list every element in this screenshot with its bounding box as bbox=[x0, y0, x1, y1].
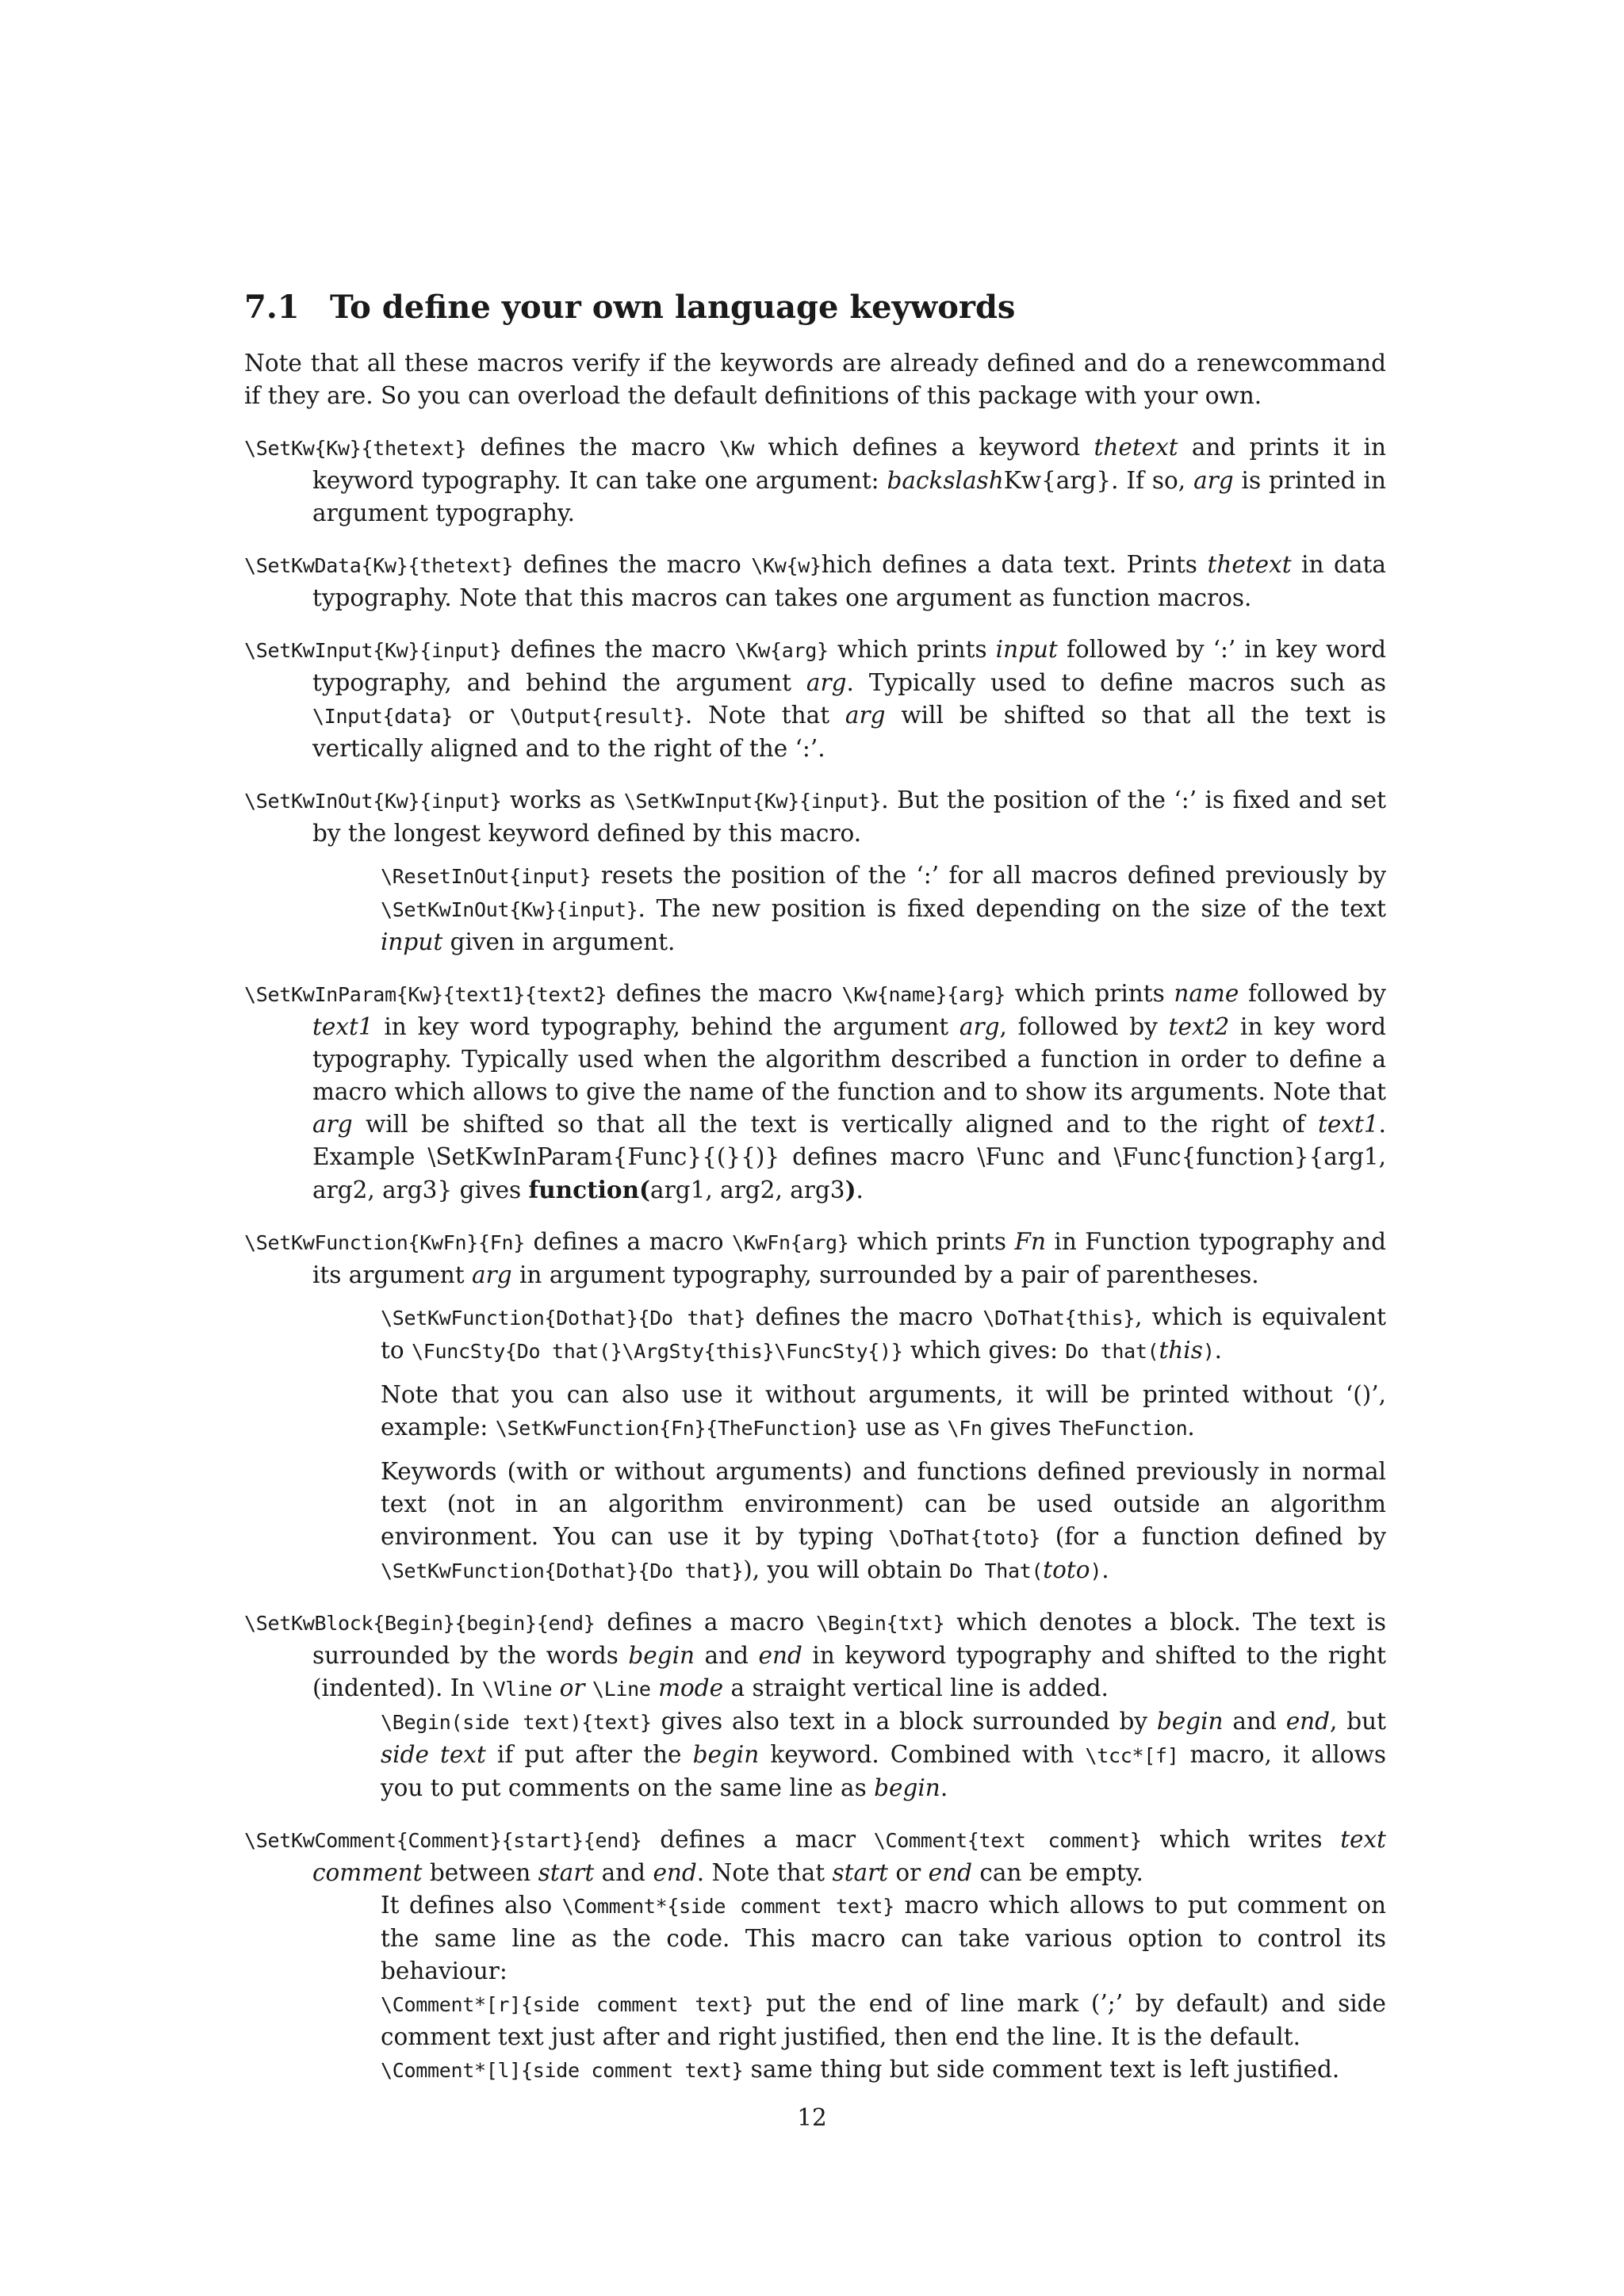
entry-setkwblock-detail bbox=[312, 1705, 1386, 1804]
macro-name: \SetKwInput{Kw}{input} bbox=[244, 639, 502, 662]
macro-name: \SetKwFunction{KwFn}{Fn} bbox=[244, 1231, 526, 1254]
paragraph: \Comment*[r]{side comment text} put the end of line mark (’;’ by default) and side comment text just after and right justified, then end the line. It is the default. bbox=[381, 1990, 1386, 2050]
entry-setkwcomment: \SetKwComment{Comment}{start}{end} defines a macr \Comment{text comment} which writes text comment between start and end. Note that start or end can be empty. It defines also \Comment*{side comment text} macro which allows to put comment on the same line as the code. This macro can take various option to control its behaviour: \Comment*[r]{side comment text} put the end of line mark (’;’ by default) and side comment text just after and right justified, then end the line. It is the default. \Comment*[l]{side comment text} same thing but side comment text is left justified. bbox=[244, 1823, 1386, 2087]
entry-setkwfunction: \SetKwFunction{KwFn}{Fn} defines a macro \KwFn{arg} which prints Fn in Function typography and its argument arg in argument typography, surrounded by a pair of parentheses. \SetKwFunction{Dothat}{Do that} defines the macro \DoThat{this}, which is equivalent to \FuncSty{Do that(}\ArgSty{this}\FuncSty{)} which gives: Do that(this). Note that you can also use it without arguments, it will be printed without ‘()’, example: \SetKwFunction{Fn}{TheFunction} use as \Fn gives TheFunction. Keywords (with or without arguments) and functions defined previously in normal text (not in an algorithm environment) can be used outside an algorithm environment. You can use it by typing \DoThat{toto} (for a function defined by \SetKwFunction{Dothat}{Do that}), you will obtain Do That(toto). bbox=[244, 1226, 1386, 1587]
macro-name: \SetKwInOut{Kw}{input} bbox=[244, 790, 502, 813]
macro-name: \SetKwBlock{Begin}{begin}{end} bbox=[244, 1612, 596, 1635]
section-number: 7.1 bbox=[244, 289, 300, 326]
macro-name: \SetKwData{Kw}{thetext} bbox=[244, 554, 514, 577]
entry-setkwdata: \SetKwData{Kw}{thetext} defines the macro \Kw{w}hich defines a data text. Prints thetext in data typography. Note that this macros can takes one argument as function macros. bbox=[244, 551, 1386, 611]
page-number: 12 bbox=[797, 2104, 827, 2131]
entry-setkwinout: \SetKwInOut{Kw}{input} works as \SetKwInput{Kw}{input}. But the position of the ‘:’ is fixed and set by the longest keyword defined by this macro. \ResetInOut{input} resets the position of the ‘:’ for all macros defined previously by \SetKwInOut{Kw}{input}. The new position is fixed depending on the size of the text input given in argument. bbox=[244, 784, 1386, 959]
macro-name: \SetKwInParam{Kw}{text1}{text2} bbox=[244, 983, 607, 1006]
entry-setkw: \SetKw{Kw}{thetext} defines the macro \Kw which defines a keyword thetext and prints it in keyword typography. It can take one argument: backslashKw{arg}. If so, arg is printed in argument typography. bbox=[244, 434, 1386, 526]
paragraph: It defines also \Comment*{side comment text} macro which allows to put comment on the same line as the code. This macro can take various option to control its behaviour: bbox=[381, 1892, 1386, 1984]
macro-name: \SetKw{Kw}{thetext} bbox=[244, 437, 467, 460]
section-heading bbox=[244, 285, 1386, 330]
intro-paragraph: Note that all these macros verify if the keywords are already defined and do a renewcommand if they are. So you can overload the default definitions of this package with your own. bbox=[244, 350, 1386, 409]
entry-setkwinparam: \SetKwInParam{Kw}{text1}{text2} defines the macro \Kw{name}{arg} which prints name followed by text1 in key word typography, behind the argument arg, followed by text2 in key word typography. Typically used when the algorithm described a function in order to define a macro which allows to give the name of the function and to show its arguments. Note that arg will be shifted so that all the text is vertically aligned and to the right of text1. Example \SetKwInParam{Func}{(}{)} defines macro \Func and \Func{function}{arg1, arg2, arg3} gives function(arg1, arg2, arg3). bbox=[244, 980, 1387, 1203]
entry-setkwinput: \SetKwInput{Kw}{input} defines the macro \Kw{arg} which prints input followed by ‘:’ in key word typography, and behind the argument arg. Typically used to define macros such as \Input{data} or \Output{result}. Note that arg will be shifted so that all the text is vertically aligned and to the right of the ‘:’. bbox=[244, 636, 1386, 762]
section-title: To define your own language keywords bbox=[330, 289, 1016, 326]
entry-setkwinout-detail bbox=[312, 859, 1386, 959]
paragraph: \Comment*[l]{side comment text} same thing but side comment text is left justified. bbox=[381, 2056, 1340, 2083]
paragraph: \ResetInOut{input} resets the position of the ‘:’ for all macros defined previously by \SetKwInOut{Kw}{input}. The new position is fixed depending on the size of the text input given in argument. bbox=[381, 862, 1386, 955]
entry-setkwfunction-detail bbox=[312, 1301, 1386, 1587]
paragraph: \Begin(side text){text} gives also text in a block surrounded by begin and end, but side text if put after the begin keyword. Combined with \tcc*[f] macro, it allows you to put comments on the same line as begin. bbox=[381, 1708, 1386, 1801]
paragraph: \SetKwFunction{Dothat}{Do that} defines the macro \DoThat{this}, which is equivalent to \FuncSty{Do that(}\ArgSty{this}\FuncSty{)} which gives: Do that(this). bbox=[381, 1303, 1386, 1364]
macro-name: \SetKwComment{Comment}{start}{end} bbox=[244, 1829, 642, 1852]
entry-setkwblock: \SetKwBlock{Begin}{begin}{end} defines a macro \Begin{txt} which denotes a block. The text is surrounded by the words begin and end in keyword typography and shifted to the right (indented). In \Vline or \Line mode a straight vertical line is added. \Begin(side text){text} gives also text in a block surrounded by begin and end, but side text if put after the begin keyword. Combined with \tcc*[f] macro, it allows you to put comments on the same line as begin. bbox=[244, 1606, 1386, 1804]
paragraph: Note that you can also use it without arguments, it will be printed without ‘()’, example: \SetKwFunction{Fn}{TheFunction} use as \Fn gives TheFunction. bbox=[381, 1381, 1386, 1441]
entry-setkwcomment-detail bbox=[312, 1889, 1386, 2087]
paragraph: Keywords (with or without arguments) and functions defined previously in normal text (not in an algorithm environment) can be used outside an algorithm environment. You can use it by typing \DoThat{toto} (for a function defined by \SetKwFunction{Dothat}{Do that}), you will obtain Do That(toto). bbox=[381, 1458, 1386, 1583]
page-content bbox=[244, 285, 1386, 2106]
